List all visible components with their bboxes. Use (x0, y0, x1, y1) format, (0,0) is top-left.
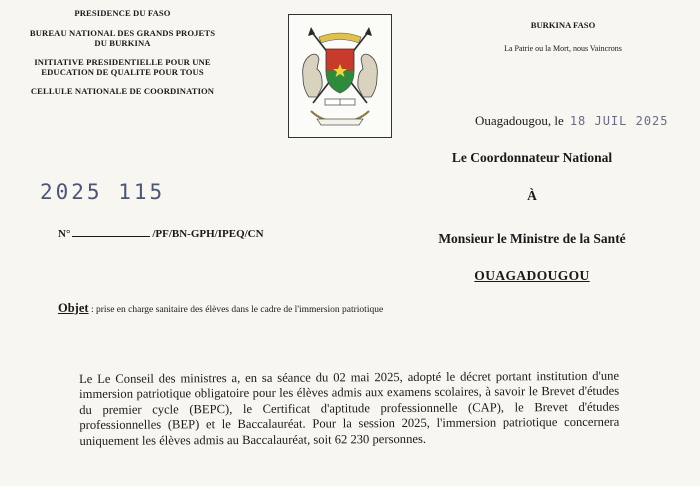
subject-block (58, 302, 403, 316)
reference-prefix: N° (58, 228, 71, 240)
subject-text: : prise en charge sanitaire des élèves dans le cadre de l'immersion patriotique (88, 305, 384, 315)
country-motto: La Patrie ou la Mort, nous Vaincrons (504, 44, 622, 53)
reference-line (58, 228, 264, 240)
country-name: BURKINA FASO (530, 20, 596, 30)
reference-number-stamp: 2025 115 (40, 180, 166, 204)
issuer-bureau-cont: DU BURKINA (94, 38, 151, 48)
date-prefix: Ouagadougou, le (475, 113, 564, 128)
reference-suffix: /PF/BN-GPH/IPEQ/CN (152, 228, 264, 240)
subject-label: Objet (58, 301, 89, 315)
coat-of-arms-emblem (288, 14, 392, 138)
issuer-cell: CELLULE NATIONALE DE COORDINATION (30, 86, 215, 96)
sender-title: Le Coordonnateur National (451, 150, 613, 165)
recipient-preposition: À (527, 188, 537, 203)
country-header (478, 20, 648, 53)
issuer-bureau: BUREAU NATIONAL DES GRANDS PROJETS (29, 28, 216, 38)
issuer-header (0, 8, 245, 96)
reference-blank (72, 236, 150, 237)
letter-body-paragraph: Le Le Conseil des ministres a, en sa séance du 02 mai 2025, adopté le décret portant institution d'une immersion patriotique obligatoire pour les élèves admis aux examens scolaires, à savoir le Brevet d'études du premier cycle (BEPC), le Certificat d'aptitude professionnelle (CAP), le Brevet d'études professionnelles (BEP) et le Baccalauréat. Pour la session 2025, l'immersion patriotique concernera uniquement les élèves admis au Baccalauréat, soit 62 230 personnes. (79, 368, 620, 448)
issuer-initiative: INITIATIVE PRESIDENTIELLE POUR UNE (34, 57, 211, 67)
date-line (475, 113, 669, 129)
issuer-initiative-cont: EDUCATION DE QUALITE POUR TOUS (41, 67, 204, 77)
recipient-name: Monsieur le Ministre de la Santé (438, 231, 626, 246)
coat-of-arms-icon (289, 15, 391, 137)
date-stamp: 18 JUIL 2025 (569, 114, 669, 128)
recipient-city: OUAGADOUGOU (474, 268, 590, 283)
issuer-presidency: PRESIDENCE DU FASO (74, 8, 171, 18)
